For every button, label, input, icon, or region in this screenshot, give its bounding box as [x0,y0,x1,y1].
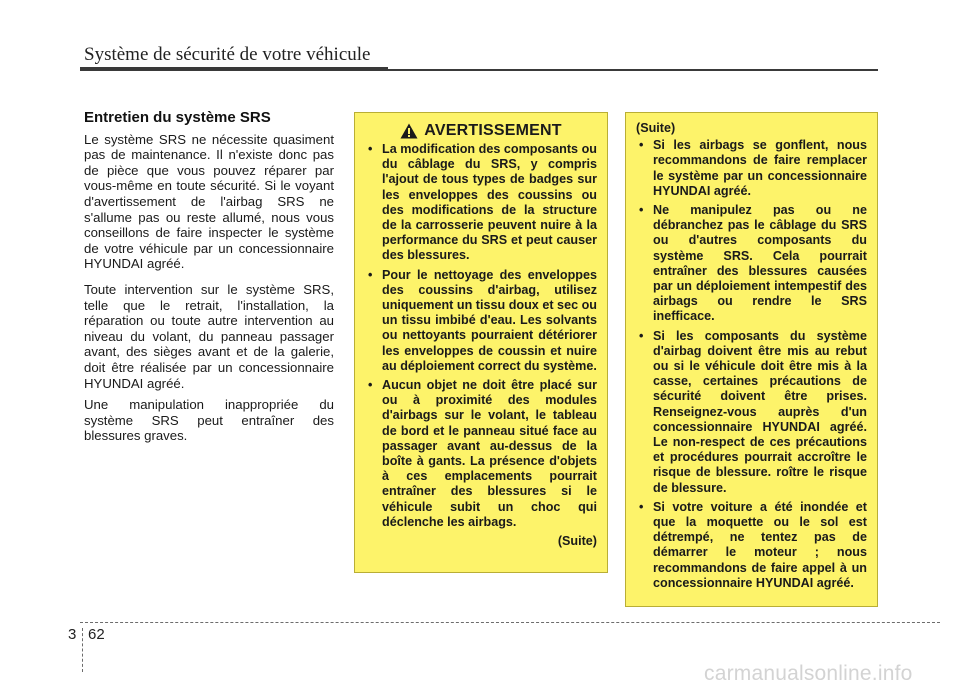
continued-label: (Suite) [557,534,597,549]
warning-title-row [365,123,597,139]
watermark: carmanualsonline.info [704,662,913,685]
warning-bullet: • Pour le nettoyage des enveloppes des coussins d'airbag, utilisez uniquement un tissu doux et sec ou un tissu imbibé d'eau. Les solvants ou nettoyants pourraient détériorer les enveloppes de coussin et nuire au déploiement correct du système. [365,268,597,374]
continued-bullet-list [636,138,867,591]
continued-bullet: • Ne manipulez pas ou ne débranchez pas le câblage du SRS ou d'autres composants du système SRS. Cela pourrait entraîner des blessures causées par un déploiement intempestif des airbags ou rendre le SRS inefficace. [636,203,867,325]
paragraph-maintenance: Le système SRS ne nécessite quasiment pas de maintenance. Il n'existe donc pas de pièce que vous pouvez réparer par vous-même en toute sécurité. Si le voyant d'avertissement de l'airbag SRS ne s'allume pas ou reste allumé, nous vous conseillons de faire inspecter le système de votre véhicule par un concessionnaire HYUNDAI agréé. [84,131,334,272]
paragraph-intervention: Toute intervention sur le système SRS, telle que le retrait, l'installation, la réparation ou toute autre intervention au niveau du volant, du panneau passager avant, des sièges avant et de la galerie, doit être réalisée par un concessionnaire HYUNDAI agréé. [84,281,334,391]
header-rule-thin [388,69,878,71]
warning-title: AVERTISSEMENT [424,122,562,140]
paragraph-manipulation: Une manipulation inappropriée du système SRS peut entraîner des blessures graves. [84,397,334,444]
warning-bullet-list [365,142,597,530]
continued-bullet: • Si votre voiture a été inondée et que la moquette ou le sol est détrempé, ne tentez pas de démarrer le moteur ; nous recommandons de faire appel à un concessionnaire HYUNDAI agréé. [636,500,867,591]
continued-warning-box [625,112,878,607]
footer-rule [80,622,940,623]
warning-box [354,112,608,573]
warning-bullet: • La modification des composants ou du câblage du SRS, y compris l'ajout de tous types de badges sur les enveloppes des coussins ou des modifications de la structure de la carrosserie peuvent nuire à la performance du SRS et peut causer des blessures. [365,142,597,264]
header-rule-thick [80,67,388,71]
continued-bullet: • Si les composants du système d'airbag doivent être mis au rebut ou si le véhicule doit être mis à la casse, certaines précautions de sécurité doivent être prises. Renseignez-vous auprès d'un concessionnaire HYUNDAI agréé. Le non-respect de ces précautions et procédures pourrait accroître le risque de blessure. roître le risque de blessure. [636,329,867,496]
chapter-number: 3 [68,626,77,643]
continued-box-label: (Suite) [636,121,676,135]
page-number: 62 [88,626,105,643]
continued-bullet: • Si les airbags se gonflent, nous recommandons de faire remplacer le système par un concessionnaire HYUNDAI agréé. [636,138,867,199]
left-column [84,110,334,454]
section-heading: Entretien du système SRS [84,109,271,126]
header-title: Système de sécurité de votre véhicule [84,44,371,65]
warning-triangle-icon [400,123,418,139]
footer-divider [82,628,83,672]
warning-bullet: • Aucun objet ne doit être placé sur ou à proximité des modules d'airbags sur le volant, le tableau de bord et le panneau situé face au passager avant au-dessus de la boîte à gants. La présence d'objets à ces emplacements pourrait entraîner des blessures si le véhicule subit un choc qui déclenche les airbags. [365,378,597,530]
